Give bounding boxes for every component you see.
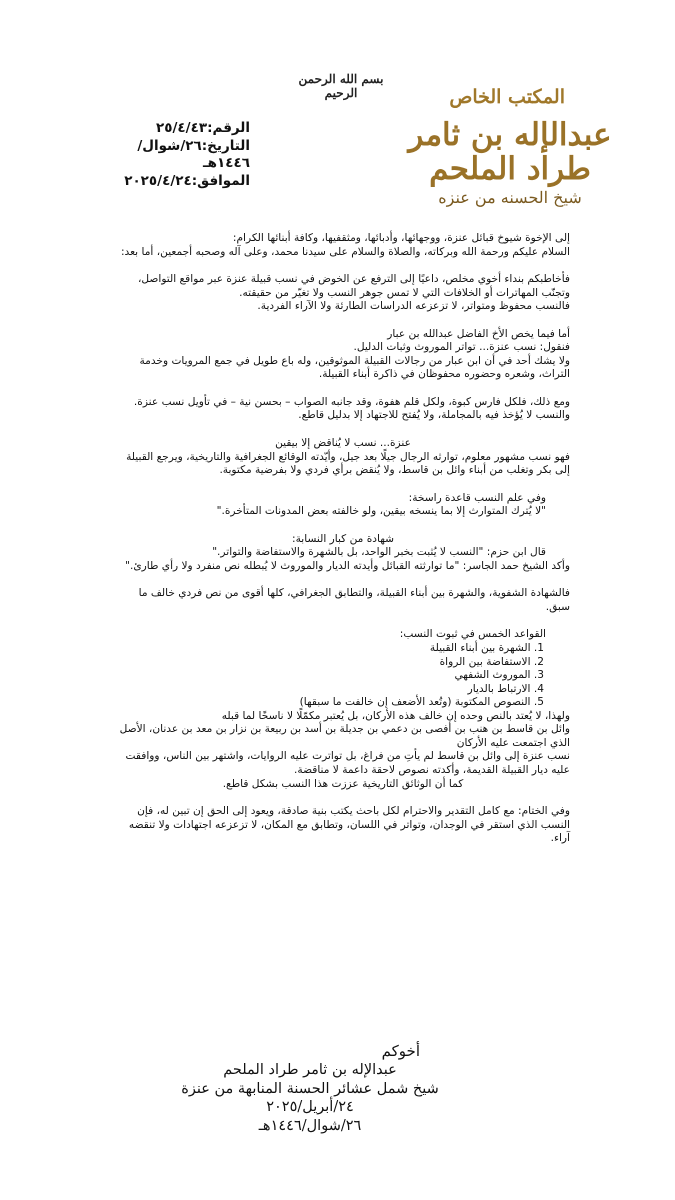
section-heading: عنزة... نسب لا يُناقض إلا بيقين: [275, 437, 411, 450]
list-item: 5. النصوص المكتوبة (وتُعد الأضعف إن خالفت ما سبقها): [299, 696, 544, 709]
letterhead: [385, 86, 635, 207]
paragraph: فالشهادة الشفوية، والشهرة بين أبناء القبيلة، والتطابق الجغرافي، كلها أقوى من نص فردي خالف ما سبق.: [138, 587, 570, 613]
list-item: 2. الاستفاضة بين الرواة: [439, 655, 544, 668]
signature-closing: أخوكم: [381, 1042, 420, 1060]
signature-title: شيخ شمل عشائر الحسنة المنابهة من عنزة: [181, 1080, 439, 1097]
paragraph: فنقول: نسب عنزة... تواتر الموروث وثبات الدليل.: [353, 341, 570, 354]
quote: قال ابن حزم: "النسب لا يُثبت بخبر الواحد، بل بالشهرة والاستفاضة والتواتر.": [212, 546, 546, 559]
paragraph: ومع ذلك، فلكل فارس كبوة، ولكل قلم هفوة، وقد جانبه الصواب – بحسن نية – في تأويل نسب عنزة. والنسب لا يُؤخذ فيه بالمجاملة، ولا يُفتح للاجتهاد إلا بدليل قاطع.: [133, 395, 570, 422]
ref-number: الرقم:٢٥/٤/٤٣: [156, 120, 250, 136]
quote: "لا يُترك المتوارث إلا بما ينسخه بيقين، ولو خالفته بعض المدونات المتأخرة.": [216, 505, 546, 518]
paragraph: فالنسب محفوظ ومتواتر، لا تزعزعه الدراسات الطارئة ولا الآراء الفردية.: [257, 300, 570, 313]
paragraph: ولهذا، لا يُعتد بالنص وحده إن خالف هذه الأركان، بل يُعتبر مكمّلًا لا ناسخًا لما قبله: [221, 709, 570, 722]
signature-name: عبدالإله بن ثامر طراد الملحم: [223, 1062, 397, 1079]
sheikh-name-calligraphy: عبدالإله بن ثامر طراد الملحم: [408, 117, 612, 188]
ref-corresponding: الموافق:٢٠٢٥/٤/٢٤: [124, 172, 250, 189]
office-title: المكتب الخاص: [449, 86, 565, 108]
signature-block: [150, 1042, 470, 1135]
closing-paragraph: وفي الختام: مع كامل التقدير والاحترام لكل باحث يكتب بنية صادقة، ويعود إلى الحق إن تبين له، فإن النسب الذي استقر في الوجدان، وتواتر في اللسان، وتطابق مع المكان، لا تزعزعه اجتهادات ولا تنقضه آراء.: [128, 805, 570, 845]
section-heading: أما فيما يخص الأخ الفاضل عبدالله بن عبار: [387, 327, 570, 340]
rules-list: [116, 642, 570, 710]
letter-body: [116, 232, 570, 846]
paragraph: ولا يشك أحد في أن ابن عبار من رجالات القبيلة الموثوقين، وله باع طويل في جمع المرويات وخدمة التراث، وشعره وحضوره محفوظان في ذاكرة أبناء القبيلة.: [139, 354, 570, 381]
paragraph: وفي علم النسب قاعدة راسخة:: [408, 491, 546, 504]
paragraph: كما أن الوثائق التاريخية عززت هذا النسب بشكل قاطع.: [222, 777, 464, 790]
signature-date-gregorian: ٢٤/أبريل/٢٠٢٥: [266, 1099, 354, 1116]
salutation: إلى الإخوة شيوخ قبائل عنزة، ووجهائها، وأدبائها، ومثقفيها، وكافة أبنائها الكرام:: [232, 232, 570, 244]
sheikh-subtitle: شيخ الحسنه من عنزه: [438, 188, 582, 208]
ref-date: التاريخ:٢٦/شوال/١٤٤٦هـ: [137, 137, 250, 172]
section-heading: القواعد الخمس في ثبوت النسب:: [399, 628, 546, 641]
section-heading: شهادة من كبار النسابة:: [292, 532, 394, 545]
signature-date-hijri: ٢٦/شوال/١٤٤٦هـ: [258, 1117, 362, 1134]
paragraph: فهو نسب مشهور معلوم، توارثه الرجال جيلًا بعد جيل، وأيّدته الوقائع الجغرافية والتاريخية، ويرجع القبيلة إلى بكر وتغلب من أبناء وائل بن قاسط، ولا يُنقض برأي فردي ولا بفرضية مكتوبة.: [126, 450, 570, 477]
paragraph: وائل بن قاسط بن هنب بن أفصى بن دعمي بن جديلة بن أسد بن ربيعة بن نزار بن معد بن عدنان، الأصل الذي اجتمعت عليه الأركان: [119, 723, 570, 749]
quote: وأكد الشيخ حمد الجاسر: "ما توارثته القبائل وأيدته الديار والموروث لا يُبطله نص منفرد ولا رأي طارئ.": [125, 559, 570, 572]
list-item: 4. الارتباط بالديار: [467, 682, 544, 695]
list-item: 1. الشهرة بين أبناء القبيلة: [429, 642, 544, 655]
reference-block: [100, 120, 250, 190]
greeting: السلام عليكم ورحمة الله وبركاته، والصلاة والسلام على سيدنا محمد، وعلى آله وصحبه أجمعين، أما بعد:: [120, 245, 570, 258]
paragraph: فأخاطبكم بنداء أخوي مخلص، داعيًا إلى الترفع عن الخوض في نسب قبيلة عنزة عبر مواقع التواصل، وتجنّب المهاترات أو الخلافات التي لا تمس جوهر النسب ولا تغيّر من حقيقته.: [137, 273, 570, 299]
paragraph: نسب عنزة إلى وائل بن قاسط لم يأتِ من فراغ، بل تواترت عليه الروايات، واشتهر بين الناس، ووافقت عليه ديار القبيلة القديمة، وأكدته نصوص لاحقة داعمة لا مناقضة.: [125, 750, 570, 776]
list-item: 3. الموروث الشفهي: [454, 669, 544, 682]
basmala: بسم الله الرحمن الرحيم: [298, 72, 384, 100]
